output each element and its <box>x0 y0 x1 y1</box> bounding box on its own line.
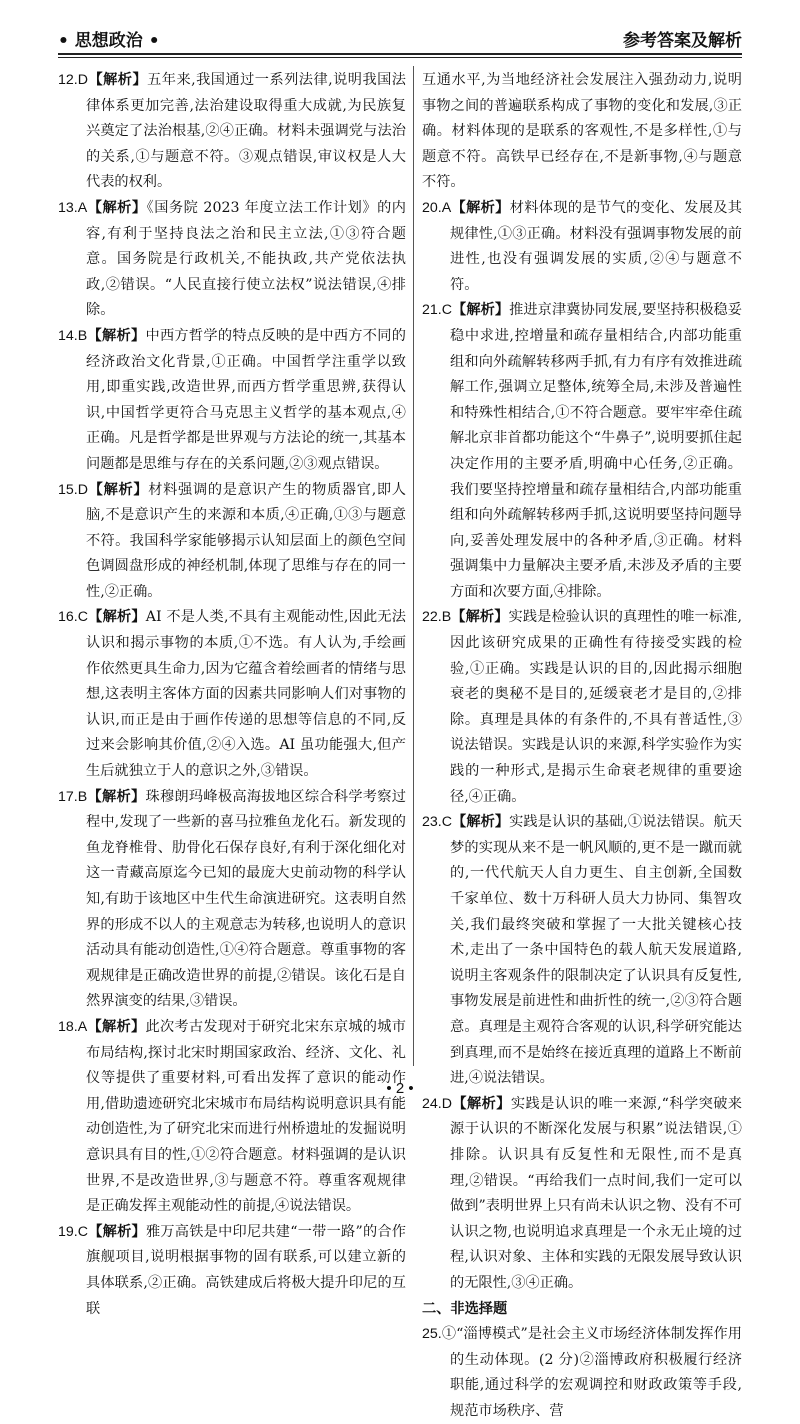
answer-text: 推进京津冀协同发展,要坚持积极稳妥稳中求进,控增量和疏存量相结合,内部功能重组和向外疏解转移两手抓,有力有序有效推进疏解工作,强调立足整体,统筹全局,未涉及普遍性和特殊性相结合,①不符合题意。要牢牢牵住疏解北京非首都功能这个“牛鼻子”,说明要抓住起决定作用的主要矛盾,明确中心任务,②正确。我们要坚持控增量和疏存量相结合,内部功能重组和向外疏解转移两手抓,这说明要坚持问题导向,妥善处理发展中的各种矛盾,③正确。材料强调集中力量解决主要矛盾,未涉及矛盾的主要方面和次要方面,④排除。 <box>450 302 742 600</box>
page-number: • 2 • <box>386 1080 414 1097</box>
answer-item <box>422 1092 742 1297</box>
answer-item <box>58 68 406 196</box>
answer-text: 材料体现的是节气的变化、发展及其规律性,①③正确。材料没有强调事物发展的前进性,也没有强调发展的实质,②④与题意不符。 <box>450 199 742 293</box>
page-header <box>58 14 742 54</box>
analysis-tag: 【解析】 <box>87 609 146 626</box>
analysis-tag: 【解析】 <box>87 788 146 805</box>
question-number: 22.B <box>422 609 452 626</box>
answer-item <box>58 605 406 784</box>
question-number: 15.D <box>58 481 88 498</box>
answer-text: 雅万高铁是中印尼共建“一带一路”的合作旗舰项目,说明根据事物的固有联系,可以建立新的具体联系,②正确。高铁建成后将极大提升印尼的互联 <box>86 1223 406 1317</box>
question-number: 23.C <box>422 814 452 831</box>
answer-text: 材料强调的是意识产生的物质器官,即人脑,不是意识产生的来源和本质,④正确,①③与题意不符。我国科学家能够揭示认知层面上的颜色空间色调圆盘形成的神经机制,体现了思维与存在的同一性,②正确。 <box>86 481 406 600</box>
question-number: 16.C <box>58 609 88 626</box>
answer-text: 珠穆朗玛峰极高海拔地区综合科学考察过程中,发现了一些新的喜马拉雅鱼龙化石。新发现的鱼龙脊椎骨、肋骨化石保存良好,有利于深化细化对这一青藏高原迄今已知的最庞大史前动物的科学认知,有助于该地区中生代生命演进研究。这表明自然界的形成不以人的主观意志为转移,也说明人的意识活动具有能动创造性,①④符合题意。尊重事物的客观规律是正确改造世界的前提,②错误。该化石是自然界演变的结果,③错误。 <box>86 788 406 1010</box>
answer-text: 此次考古发现对于研究北宋东京城的城市布局结构,探讨北宋时期国家政治、经济、文化、礼仪等提供了重要材料,可看出发挥了意识的能动作用,借助遗迹研究北宋城市布局结构说明意识具有能动创造性,为了研究北宋而进行州桥遗址的发掘说明意识具有目的性,①②符合题意。材料强调的是认识世界,不是改造世界,③与题意不符。尊重客观规律是正确发挥主观能动性的前提,④说法错误。 <box>86 1018 406 1215</box>
question-number: 17.B <box>58 788 88 805</box>
analysis-tag: 【解析】 <box>87 199 147 216</box>
answer-text: AI 不是人类,不具有主观能动性,因此无法认识和揭示事物的本质,①不选。有人认为,手绘画作依然更具生命力,因为它蕴含着绘画者的情绪与思想,这表明主客体方面的因素共同影响人们对事物的认识,而正是由于画作传递的思想等信息的不同,反过来会影响其价值,②④入选。AI 虽功能强大,但产生后就独立于人的意识之外,③错误。 <box>86 609 406 780</box>
analysis-tag: 【解析】 <box>87 1223 146 1240</box>
answer-item <box>422 810 742 1092</box>
question-number: 25. <box>422 1326 442 1343</box>
answer-text: 实践是认识的唯一来源,“科学突破来源于认识的不断深化发展与积累”说法错误,①排除。认识具有反复性和无限性,而不是真理,②错误。“再给我们一点时间,我们一定可以做到”表明世界上只有尚未认识之物、没有不可认识之物,也说明追求真理是一个永无止境的过程,认识对象、主体和实践的无限发展导致认识的无限性,③④正确。 <box>450 1095 742 1291</box>
left-column <box>58 68 406 1322</box>
answer-item <box>58 1015 406 1220</box>
analysis-tag: 【解析】 <box>451 609 509 626</box>
answer-item <box>58 196 406 324</box>
section-title: 二、非选择题 <box>422 1300 508 1317</box>
subject-label: • 思想政治 • <box>58 31 160 51</box>
question-number: 21.C <box>422 302 452 319</box>
answer-text: 实践是认识的基础,①说法错误。航天梦的实现从来不是一帆风顺的,更不是一蹴而就的,一代代航天人自力更生、自主创新,全国数千家单位、数十万科研人员大力协同、集智攻关,我们最终突破和掌握了一大批关键核心技术,走出了一条中国特色的载人航天发展道路,说明主客观条件的限制决定了认识具有反复性,事物发展是前进性和曲折性的统一,②③符合题意。真理是主观符合客观的认识,科学研究能达到真理,而不是始终在接近真理的道路上不断前进,④说法错误。 <box>450 814 742 1087</box>
analysis-tag: 【解析】 <box>451 302 510 319</box>
section-label: 参考答案及解析 <box>623 31 742 51</box>
analysis-tag: 【解析】 <box>87 327 146 344</box>
answer-item <box>58 1220 406 1322</box>
question-number: 19.C <box>58 1223 88 1240</box>
answer-item <box>422 298 742 605</box>
analysis-tag: 【解析】 <box>451 814 510 831</box>
question-number: 14.B <box>58 327 88 344</box>
answer-text: 《国务院 2023 年度立法工作计划》的内容,有利于坚持良法之治和民主立法,①③符合题意。国务院是行政机关,不能执政,共产党依法执政,②错误。“人民直接行使立法权”说法错误,④排除。 <box>86 199 406 319</box>
answer-item <box>422 68 742 196</box>
answer-item <box>58 478 406 606</box>
answer-item <box>58 785 406 1015</box>
answer-item-25 <box>422 1322 742 1424</box>
answer-text: 实践是检验认识的真理性的唯一标准,因此该研究成果的正确性有待接受实践的检验,①正确。实践是认识的目的,因此揭示细胞衰老的奥秘不是目的,延缓衰老才是目的,②排除。真理是具体的有条件的,不具有普适性,③说法错误。实践是认识的来源,科学实验作为实践的一种形式,是揭示生命衰老规律的重要途径,④正确。 <box>450 609 742 805</box>
analysis-tag: 【解析】 <box>87 481 149 498</box>
analysis-tag: 【解析】 <box>451 1095 511 1112</box>
header-rule-thin <box>58 57 742 58</box>
right-answer-list <box>422 68 742 1297</box>
header-rule-thick <box>58 53 742 55</box>
question-number: 24.D <box>422 1095 452 1112</box>
question-number: 13.A <box>58 199 88 216</box>
column-divider <box>413 66 414 1066</box>
analysis-tag: 【解析】 <box>87 1018 146 1035</box>
answer-item <box>58 324 406 478</box>
answer-item <box>422 196 742 298</box>
question-number: 20.A <box>422 199 452 216</box>
question-number: 12.D <box>58 72 88 88</box>
right-column <box>422 68 742 1424</box>
analysis-tag: 【解析】 <box>87 72 148 88</box>
answer-item <box>422 605 742 810</box>
answer-text: 中西方哲学的特点反映的是中西方不同的经济政治文化背景,①正确。中国哲学注重学以致用,即重实践,改造世界,而西方哲学重思辨,获得认识,中国哲学更符合马克思主义哲学的基本观点,④正确。凡是哲学都是世界观与方法论的统一,其基本问题都是思维与存在的关系问题,②③观点错误。 <box>86 327 406 472</box>
analysis-tag: 【解析】 <box>451 199 510 216</box>
answer-text: 互通水平,为当地经济社会发展注入强劲动力,说明事物之间的普遍联系构成了事物的变化和发展,③正确。材料体现的是联系的客观性,不是多样性,①与题意不符。高铁早已经存在,不是新事物,④与题意不符。 <box>422 72 742 191</box>
question-number: 18.A <box>58 1018 88 1035</box>
answer-text: 五年来,我国通过一系列法律,说明我国法律体系更加完善,法治建设取得重大成就,为民族复兴奠定了法治根基,②④正确。材料未强调党与法治的关系,①与题意不符。③观点错误,审议权是人大代表的权利。 <box>86 72 406 191</box>
answer-text: ①“淄博模式”是社会主义市场经济体制发挥作用的生动体现。(2 分)②淄博政府积极履行经济职能,通过科学的宏观调控和财政政策等手段,规范市场秩序、营 <box>441 1326 742 1419</box>
